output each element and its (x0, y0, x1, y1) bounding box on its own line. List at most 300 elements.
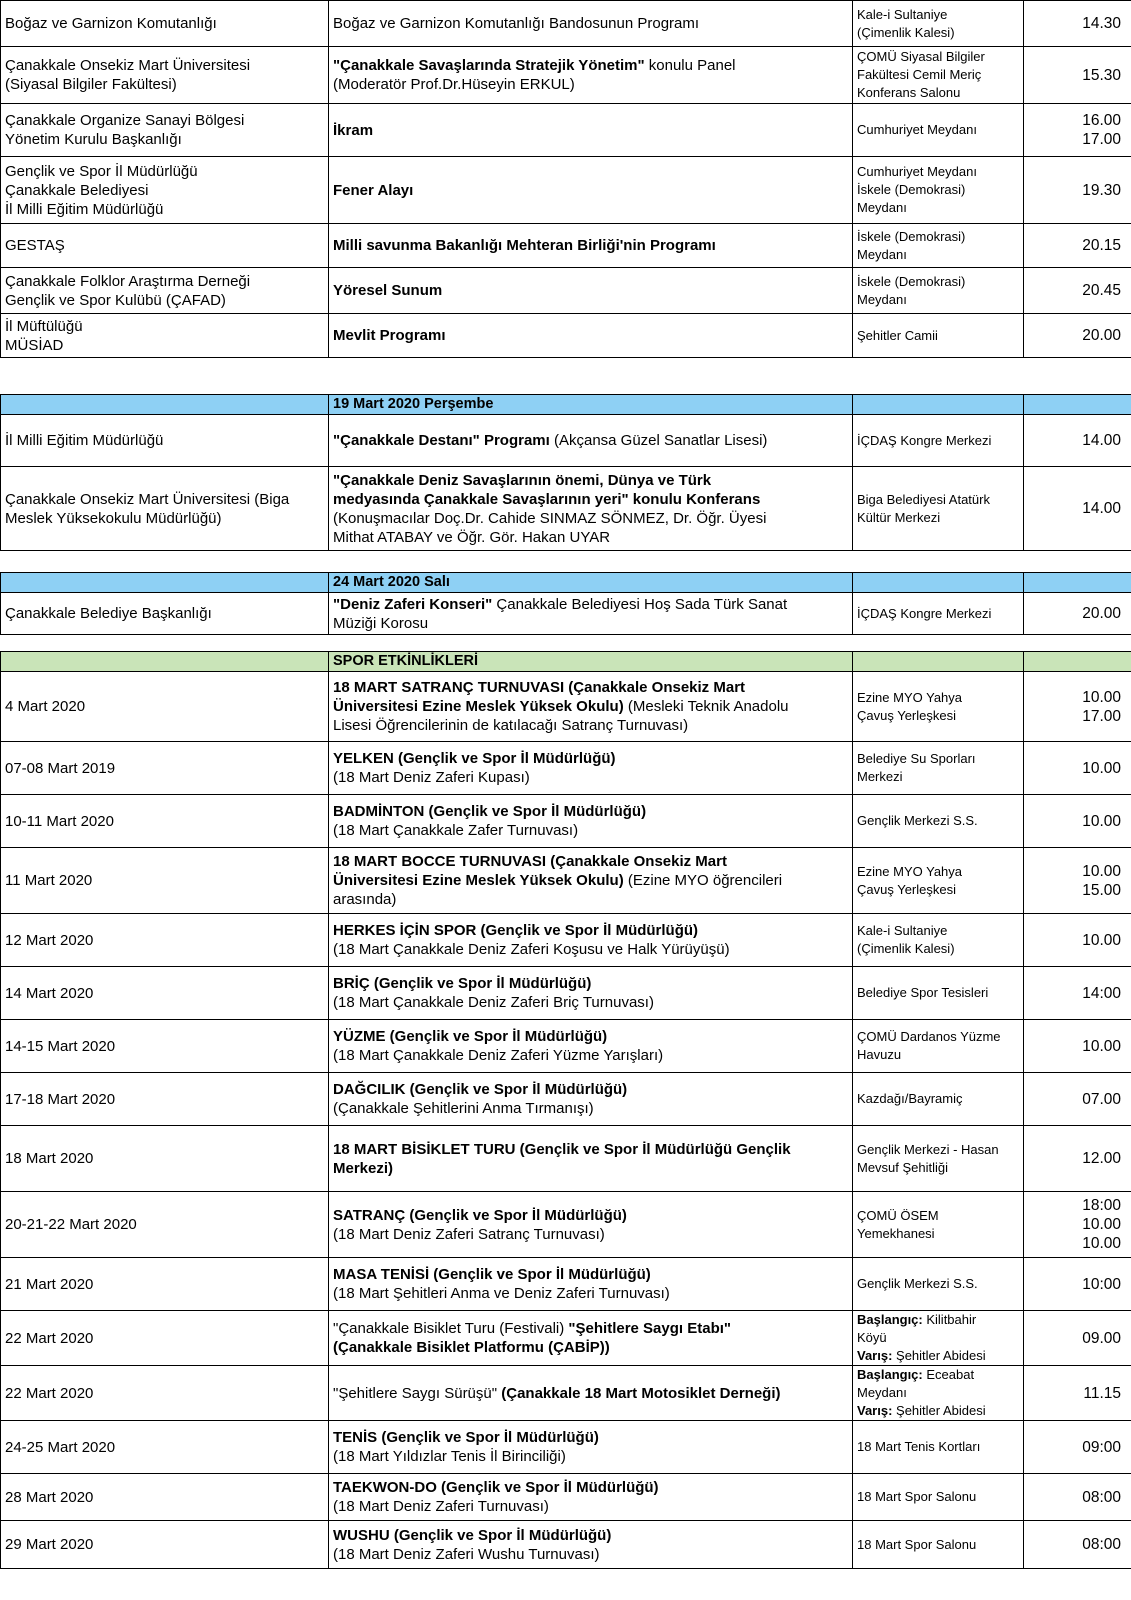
time-line: 08:00 (1082, 1536, 1121, 1553)
location-cell (853, 268, 1024, 314)
text-run: TAEKWON-DO (Gençlik ve Spor İl Müdürlüğü) (333, 1479, 659, 1496)
schedule-row (1, 1020, 1131, 1073)
organizer-cell (1, 742, 329, 795)
text-run: Merkezi) (333, 1159, 394, 1177)
event-cell (329, 1073, 853, 1126)
text-run: Meydanı (857, 1385, 907, 1400)
time-cell (1024, 1474, 1131, 1521)
text-line (333, 614, 848, 633)
organizer-cell (1, 1258, 329, 1311)
time-cell (1024, 672, 1131, 742)
time-line: 10:00 (1082, 1275, 1121, 1293)
text-line (333, 490, 848, 509)
organizer-cell (1, 47, 329, 104)
text-run: (18 Mart Deniz Zaferi Turnuvası) (333, 1498, 549, 1515)
location-cell (853, 1258, 1024, 1311)
time-line: 10.00 (1082, 931, 1121, 949)
text-line (857, 1438, 1019, 1456)
text-run: "Şehitlere Saygı Sürüşü" (333, 1384, 502, 1402)
location-cell (853, 742, 1024, 795)
text-run: Çavuş Yerleşkesi (857, 881, 956, 897)
text-run: (18 Mart Çanakkale Zafer Turnuvası) (333, 822, 579, 839)
text-run: Fener Alayı (333, 181, 414, 199)
text-line (333, 974, 848, 993)
time-cell (1024, 914, 1131, 967)
organizer-cell (1, 967, 329, 1020)
schedule-row (1, 1192, 1131, 1258)
text-run: Cumhuriyet Meydanı (857, 164, 977, 179)
text-run: 18 MART SATRANÇ TURNUVASI (Çanakkale Onsekiz Mart (333, 679, 746, 696)
time-line: 14.00 (1082, 500, 1121, 517)
schedule-row (1, 467, 1131, 551)
time-line: 18:00 (1082, 1197, 1121, 1214)
time-line: 11.15 (1083, 1384, 1121, 1402)
text-run: Meydanı (857, 200, 907, 215)
text-run: Mevlit Programı (333, 327, 446, 344)
schedule-row (1, 914, 1131, 967)
organizer-line: Çanakkale Belediye Başkanlığı (5, 605, 212, 622)
location-cell (853, 314, 1024, 358)
organizer-line: 22 Mart 2020 (5, 1384, 94, 1402)
text-line (333, 14, 848, 33)
text-line (857, 66, 1019, 84)
organizer-cell (1, 1126, 329, 1192)
text-line (857, 48, 1019, 66)
text-line (333, 431, 848, 450)
organizer-cell (1, 593, 329, 635)
header-blank-cell (1024, 573, 1131, 593)
text-line (333, 236, 848, 255)
section-header: 19 Mart 2020 Perşembe (329, 395, 853, 415)
text-run: Şehitler Camii (857, 327, 938, 343)
organizer-line: 20-21-22 Mart 2020 (5, 1216, 137, 1233)
text-run: DAĞCILIK (Gençlik ve Spor İl Müdürlüğü) (333, 1081, 628, 1098)
text-run: Meydanı (857, 291, 907, 307)
location-cell (853, 104, 1024, 157)
text-run: İkram (333, 121, 374, 139)
text-line (857, 291, 1019, 309)
text-line (333, 1099, 848, 1118)
time-cell (1024, 1366, 1131, 1421)
text-line (857, 1311, 1019, 1329)
schedule-row (1, 1311, 1131, 1366)
section-header-row (1, 573, 1131, 593)
time-cell (1024, 795, 1131, 848)
time-line: 16.00 (1082, 112, 1121, 129)
organizer-cell (1, 1020, 329, 1073)
text-run: Lisesi Öğrencilerinin de katılacağı Satranç Turnuvası) (333, 717, 689, 734)
text-line (857, 1536, 1019, 1554)
text-line (333, 281, 848, 300)
organizer-cell (1, 1366, 329, 1421)
text-run: (18 Mart Çanakkale Deniz Zaferi Koşusu ve Halk Yürüyüşü) (333, 941, 730, 958)
schedule-row (1, 672, 1131, 742)
time-line: 19.30 (1082, 181, 1121, 199)
event-cell (329, 672, 853, 742)
text-run: SATRANÇ (Gençlik ve Spor İl Müdürlüğü) (333, 1206, 627, 1224)
organizer-line: Boğaz ve Garnizon Komutanlığı (5, 15, 217, 32)
text-run: WUSHU (Gençlik ve Spor İl Müdürlüğü) (333, 1526, 612, 1544)
time-line: 15.00 (1082, 881, 1121, 899)
organizer-line: 4 Mart 2020 (5, 698, 86, 715)
location-cell (853, 672, 1024, 742)
text-run: Başlangıç: (857, 1367, 923, 1382)
organizer-line: Çanakkale Onsekiz Mart Üniversitesi (Biga (5, 490, 290, 508)
event-cell (329, 848, 853, 914)
text-line (857, 1347, 1019, 1365)
organizer-cell (1, 157, 329, 224)
time-line: 14.30 (1082, 15, 1121, 32)
text-line (857, 1384, 1019, 1402)
text-line (857, 707, 1019, 725)
time-line: 20.15 (1082, 237, 1121, 254)
organizer-line: 17-18 Mart 2020 (5, 1090, 116, 1108)
organizer-line: 12 Mart 2020 (5, 931, 94, 949)
text-run: İÇDAŞ Kongre Merkezi (857, 432, 992, 448)
location-cell (853, 1, 1024, 47)
organizer-cell (1, 224, 329, 268)
text-run: Çanakkale Belediyesi Hoş Sada Türk Sanat (492, 595, 788, 613)
time-line: 15.30 (1082, 66, 1121, 84)
schedule-row (1, 268, 1131, 314)
text-line (333, 56, 848, 75)
event-cell (329, 1020, 853, 1073)
organizer-line: 21 Mart 2020 (5, 1275, 94, 1293)
time-line: 14:00 (1082, 984, 1121, 1002)
text-run: Kilitbahir (922, 1312, 977, 1327)
time-line: 12.00 (1082, 1150, 1121, 1167)
text-run: Kale-i Sultaniye (857, 6, 948, 22)
time-cell (1024, 1311, 1131, 1366)
text-run: "Çanakkale Destanı" Programı (333, 432, 550, 449)
text-run: (Konuşmacılar Doç.Dr. Cahide SINMAZ SÖNMEZ, Dr. Öğr. Üyesi (333, 509, 767, 527)
text-line (857, 1366, 1019, 1384)
schedule-row (1, 1073, 1131, 1126)
text-line (333, 1447, 848, 1466)
text-line (333, 595, 848, 614)
text-run: Meydanı (857, 246, 907, 262)
time-cell (1024, 104, 1131, 157)
text-run: 18 MART BOCCE TURNUVASI (Çanakkale Onsekiz Mart (333, 853, 727, 870)
text-line (857, 881, 1019, 899)
time-line: 07.00 (1082, 1090, 1121, 1108)
text-line (857, 327, 1019, 345)
schedule-row (1, 967, 1131, 1020)
text-line (857, 24, 1019, 42)
text-run: Gençlik Merkezi - Hasan (857, 1141, 999, 1157)
text-run: İskele (Demokrasi) (857, 273, 966, 289)
text-line (333, 716, 848, 735)
time-cell (1024, 1258, 1131, 1311)
text-line (333, 1319, 848, 1338)
event-cell (329, 1421, 853, 1474)
text-run: Biga Belediyesi Atatürk (857, 491, 990, 507)
text-run: Fakültesi Cemil Meriç (857, 67, 982, 82)
time-cell (1024, 1421, 1131, 1474)
text-run: ÇOMÜ Dardanos Yüzme (857, 1029, 1001, 1044)
organizer-line: 11 Mart 2020 (5, 872, 93, 889)
text-line (857, 1028, 1019, 1046)
event-cell (329, 1, 853, 47)
text-run: TENİS (Gençlik ve Spor İl Müdürlüğü) (333, 1429, 599, 1446)
text-line (333, 993, 848, 1012)
header-blank-cell (1024, 652, 1131, 672)
text-line (333, 678, 848, 697)
text-run: "Çanakkale Deniz Savaşlarının önemi, Dünya ve Türk (333, 471, 712, 489)
text-line (333, 528, 848, 547)
text-run: Çavuş Yerleşkesi (857, 707, 956, 723)
schedule-row (1, 1521, 1131, 1569)
location-cell (853, 914, 1024, 967)
time-cell (1024, 742, 1131, 795)
organizer-line: İl Milli Eğitim Müdürlüğü (5, 432, 164, 449)
schedule-table-2 (0, 394, 1131, 551)
event-cell (329, 47, 853, 104)
time-cell (1024, 1, 1131, 47)
schedule-row (1, 1474, 1131, 1521)
text-run: (18 Mart Deniz Zaferi Kupası) (333, 769, 530, 786)
time-line: 17.00 (1082, 131, 1121, 148)
organizer-line: 28 Mart 2020 (5, 1488, 94, 1506)
text-run: (Akçansa Güzel Sanatlar Lisesi) (549, 432, 768, 449)
time-line: 10.00 (1082, 862, 1121, 880)
text-line (857, 1207, 1019, 1225)
location-cell (853, 1192, 1024, 1258)
location-cell (853, 467, 1024, 551)
organizer-cell (1, 314, 329, 358)
location-cell (853, 1521, 1024, 1569)
text-line (857, 1159, 1019, 1177)
organizer-line: Çanakkale Onsekiz Mart Üniversitesi (5, 57, 251, 74)
organizer-line: 07-08 Mart 2019 (5, 759, 116, 777)
text-run: 18 Mart Spor Salonu (857, 1489, 977, 1504)
text-line (333, 509, 848, 528)
time-cell (1024, 1020, 1131, 1073)
text-line (333, 1338, 848, 1357)
organizer-cell (1, 1073, 329, 1126)
location-cell (853, 848, 1024, 914)
text-line (857, 1090, 1019, 1108)
time-line: 10.00 (1082, 1235, 1121, 1252)
schedule-table-3 (0, 572, 1131, 635)
schedule-row (1, 795, 1131, 848)
schedule-row (1, 1421, 1131, 1474)
text-run: (18 Mart Deniz Zaferi Satranç Turnuvası) (333, 1225, 605, 1243)
event-cell (329, 914, 853, 967)
time-line: 17.00 (1082, 707, 1121, 725)
organizer-line: 18 Mart 2020 (5, 1150, 94, 1167)
text-run: (Ezine MYO öğrencileri (623, 872, 783, 889)
event-cell (329, 795, 853, 848)
schedule-table-1 (0, 0, 1131, 358)
text-run: ÇOMÜ Siyasal Bilgiler (857, 49, 985, 64)
location-cell (853, 1126, 1024, 1192)
text-run: İÇDAŞ Kongre Merkezi (857, 605, 992, 621)
text-line (857, 922, 1019, 940)
text-run: medyasında Çanakkale Savaşlarının yeri" konulu Konferans (333, 490, 761, 508)
text-line (333, 1225, 848, 1244)
time-cell (1024, 848, 1131, 914)
text-line (333, 802, 848, 821)
schedule-row (1, 593, 1131, 635)
text-run: İskele (Demokrasi) (857, 182, 966, 197)
text-line (333, 1206, 848, 1225)
text-run: Varış: (857, 1403, 893, 1418)
event-cell (329, 314, 853, 358)
text-run: Varış: (857, 1348, 893, 1363)
location-cell (853, 1311, 1024, 1366)
text-line (857, 273, 1019, 291)
text-run: MASA TENİSİ (Gençlik ve Spor İl Müdürlüğü) (333, 1266, 651, 1283)
text-run: "Çanakkale Savaşlarında Stratejik Yönetim" (333, 57, 645, 74)
text-line (857, 1141, 1019, 1159)
organizer-cell (1, 848, 329, 914)
text-run: İskele (Demokrasi) (857, 228, 966, 244)
text-line (333, 1027, 848, 1046)
text-line (857, 940, 1019, 958)
text-line (857, 163, 1019, 181)
text-line (857, 1329, 1019, 1347)
organizer-cell (1, 415, 329, 467)
organizer-cell (1, 1521, 329, 1569)
text-run: Şehitler Abidesi (892, 1348, 986, 1363)
text-line (333, 181, 848, 200)
organizer-line: İl Milli Eğitim Müdürlüğü (5, 200, 164, 218)
header-blank-cell (1, 395, 329, 415)
text-run: 18 MART BİSİKLET TURU (Gençlik ve Spor İl Müdürlüğü Gençlik (333, 1140, 791, 1158)
text-run: "Deniz Zaferi Konseri" (333, 595, 493, 613)
text-run: "Çanakkale Bisiklet Turu (Festivali) (333, 1320, 569, 1337)
event-cell (329, 1192, 853, 1258)
organizer-line: 14 Mart 2020 (5, 984, 94, 1002)
time-cell (1024, 1192, 1131, 1258)
text-run: Boğaz ve Garnizon Komutanlığı Bandosunun Programı (333, 15, 700, 32)
location-cell (853, 415, 1024, 467)
time-line: 20.00 (1082, 605, 1121, 622)
header-blank-cell (1, 652, 329, 672)
text-run: (Moderatör Prof.Dr.Hüseyin ERKUL) (333, 76, 575, 93)
text-line (857, 689, 1019, 707)
text-run: Cumhuriyet Meydanı (857, 122, 977, 137)
schedule-row (1, 157, 1131, 224)
text-run: Müziği Korosu (333, 614, 429, 632)
text-line (857, 768, 1019, 786)
text-run: ÇOMÜ ÖSEM (857, 1207, 939, 1223)
location-cell (853, 1366, 1024, 1421)
text-run: (Çanakkale 18 Mart Motosiklet Derneği) (501, 1384, 781, 1402)
text-line (333, 940, 848, 959)
text-run: Havuzu (857, 1047, 902, 1062)
event-cell (329, 742, 853, 795)
organizer-line: (Siyasal Bilgiler Fakültesi) (5, 76, 177, 93)
organizer-line: 10-11 Mart 2020 (5, 812, 114, 830)
event-cell (329, 415, 853, 467)
organizer-cell (1, 1311, 329, 1366)
text-line (857, 1488, 1019, 1506)
text-run: (Çanakkale Şehitlerini Anma Tırmanışı) (333, 1100, 594, 1117)
text-line (857, 812, 1019, 830)
text-line (857, 1402, 1019, 1420)
text-line (857, 984, 1019, 1002)
text-line (857, 121, 1019, 139)
schedule-row (1, 1126, 1131, 1192)
organizer-line: Gençlik ve Spor Kulübü (ÇAFAD) (5, 291, 226, 309)
text-run: YELKEN (Gençlik ve Spor İl Müdürlüğü) (333, 750, 616, 767)
time-cell (1024, 467, 1131, 551)
text-line (333, 768, 848, 787)
location-cell (853, 1421, 1024, 1474)
organizer-line: 22 Mart 2020 (5, 1329, 94, 1347)
text-run: (Mesleki Teknik Anadolu (623, 698, 789, 715)
text-run: Gençlik Merkezi S.S. (857, 813, 978, 828)
event-cell (329, 268, 853, 314)
text-run: Üniversitesi Ezine Meslek Yüksek Okulu) (333, 698, 624, 715)
text-line (857, 246, 1019, 264)
text-line (857, 228, 1019, 246)
organizer-cell (1, 1474, 329, 1521)
organizer-line: 14-15 Mart 2020 (5, 1037, 116, 1055)
event-cell (329, 967, 853, 1020)
header-blank-cell (1, 573, 329, 593)
text-line (857, 605, 1019, 623)
text-run: Kültür Merkezi (857, 509, 941, 525)
location-cell (853, 967, 1024, 1020)
organizer-line: MÜSİAD (5, 336, 64, 354)
text-line (333, 821, 848, 840)
text-run: BADMİNTON (Gençlik ve Spor İl Müdürlüğü) (333, 803, 647, 820)
location-cell (853, 157, 1024, 224)
text-line (857, 491, 1019, 509)
text-line (857, 84, 1019, 102)
text-line (333, 1478, 848, 1497)
text-run: Ezine MYO Yahya (857, 863, 963, 879)
organizer-line: Çanakkale Organize Sanayi Bölgesi (5, 112, 245, 129)
text-line (333, 1140, 848, 1159)
text-line (333, 1526, 848, 1545)
organizer-line: İl Müftülüğü (5, 317, 83, 335)
organizer-cell (1, 467, 329, 551)
organizer-line: Gençlik ve Spor İl Müdürlüğü (5, 162, 198, 180)
organizer-line: 29 Mart 2020 (5, 1536, 94, 1553)
text-line (333, 75, 848, 94)
organizer-line: Yönetim Kurulu Başkanlığı (5, 131, 182, 148)
text-run: (Çimenlik Kalesi) (857, 24, 955, 40)
text-line (333, 852, 848, 871)
text-run: Merkezi (857, 769, 903, 784)
location-cell (853, 795, 1024, 848)
text-line (857, 199, 1019, 217)
text-line (333, 121, 848, 140)
event-cell (329, 1311, 853, 1366)
text-run: Milli savunma Bakanlığı Mehteran Birliği'nin Programı (333, 237, 716, 254)
organizer-cell (1, 914, 329, 967)
event-cell (329, 104, 853, 157)
text-run: Üniversitesi Ezine Meslek Yüksek Okulu) (333, 872, 624, 889)
organizer-cell (1, 1421, 329, 1474)
location-cell (853, 47, 1024, 104)
time-cell (1024, 47, 1131, 104)
event-cell (329, 1126, 853, 1192)
text-run: Kazdağı/Bayramiç (857, 1091, 963, 1106)
text-line (333, 1046, 848, 1065)
event-cell (329, 1366, 853, 1421)
text-line (857, 509, 1019, 527)
location-cell (853, 1073, 1024, 1126)
text-line (857, 181, 1019, 199)
time-cell (1024, 157, 1131, 224)
text-line (333, 871, 848, 890)
text-run: 18 Mart Spor Salonu (857, 1536, 977, 1552)
